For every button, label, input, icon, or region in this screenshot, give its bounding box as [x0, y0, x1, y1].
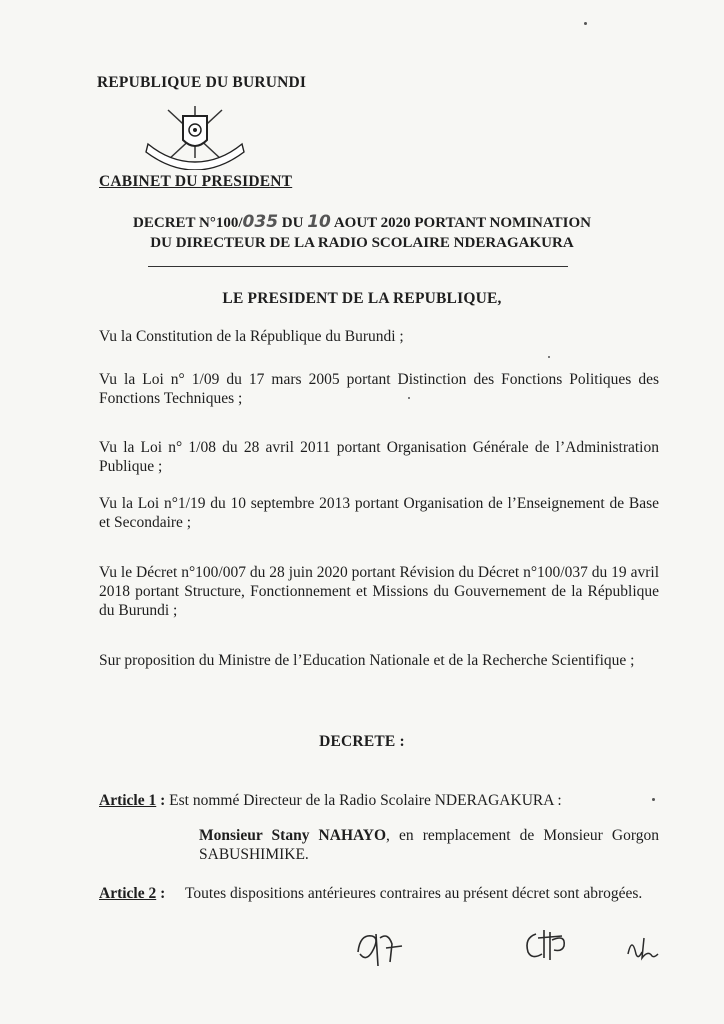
article-2-text: Toutes dispositions antérieures contraires au présent décret sont abrogées. — [185, 885, 643, 902]
decree-title-part2: DU — [278, 215, 308, 231]
initials-signature-3 — [622, 930, 662, 964]
decrete-heading: DECRETE : — [319, 733, 405, 750]
decree-number-handwritten: 035 — [242, 212, 279, 232]
consideration-1: Vu la Constitution de la République du Burundi ; — [99, 328, 404, 345]
consideration-3: Vu la Loi n° 1/08 du 28 avril 2011 portant Organisation Générale de l’Administration Publique ; — [99, 439, 659, 475]
decree-title-part1: DECRET N°100/ — [133, 215, 243, 231]
scan-speck — [408, 397, 410, 399]
decree-day-handwritten: 10 — [307, 212, 331, 232]
scan-speck — [584, 22, 587, 25]
article-1-text: Est nommé Directeur de la Radio Scolaire NDERAGAKURA : — [169, 792, 562, 809]
decree-title-part3: AOUT 2020 PORTANT NOMINATION — [330, 215, 591, 231]
appointee-name: Monsieur Stany NAHAYO — [199, 827, 387, 844]
consideration-4: Vu la Loi n°1/19 du 10 septembre 2013 portant Organisation de l’Enseignement de Base et Secondaire ; — [99, 495, 659, 531]
article-1-detail — [199, 826, 659, 864]
article-1-detail-rest: , en remplacement de Monsieur Gorgon SABUSHIMIKE. — [199, 827, 659, 863]
coat-of-arms-emblem — [140, 104, 250, 170]
article-1-label: Article 1 — [99, 792, 157, 809]
initials-signature-1 — [350, 922, 410, 972]
article-1: Article 1 : Est nommé Directeur de la Radio Scolaire NDERAGAKURA : — [99, 792, 562, 809]
article-2-label-wrap: Article 2 : — [99, 885, 166, 902]
title-divider — [148, 266, 568, 267]
consideration-6: Sur proposition du Ministre de l’Education Nationale et de la Recherche Scientifique ; — [99, 652, 635, 669]
decree-title-line2: DU DIRECTEUR DE LA RADIO SCOLAIRE NDERAGAKURA — [150, 235, 574, 251]
republic-heading: REPUBLIQUE DU BURUNDI — [97, 74, 307, 91]
consideration-2: Vu la Loi n° 1/09 du 17 mars 2005 portant Distinction des Fonctions Politiques des Fonctions Techniques ; — [99, 371, 659, 407]
scan-speck — [548, 356, 550, 358]
consideration-5: Vu le Décret n°100/007 du 28 juin 2020 portant Révision du Décret n°100/037 du 19 avril 2018 portant Structure, Fonctionnement et Missions du Gouvernement de la République du Burundi ; — [99, 564, 659, 619]
cabinet-heading: CABINET DU PRESIDENT — [99, 173, 293, 190]
initials-signature-2 — [518, 918, 578, 968]
decree-title — [60, 212, 664, 253]
president-heading: LE PRESIDENT DE LA REPUBLIQUE, — [222, 290, 502, 307]
scan-speck — [652, 798, 655, 801]
article-2-label: Article 2 — [99, 885, 157, 902]
